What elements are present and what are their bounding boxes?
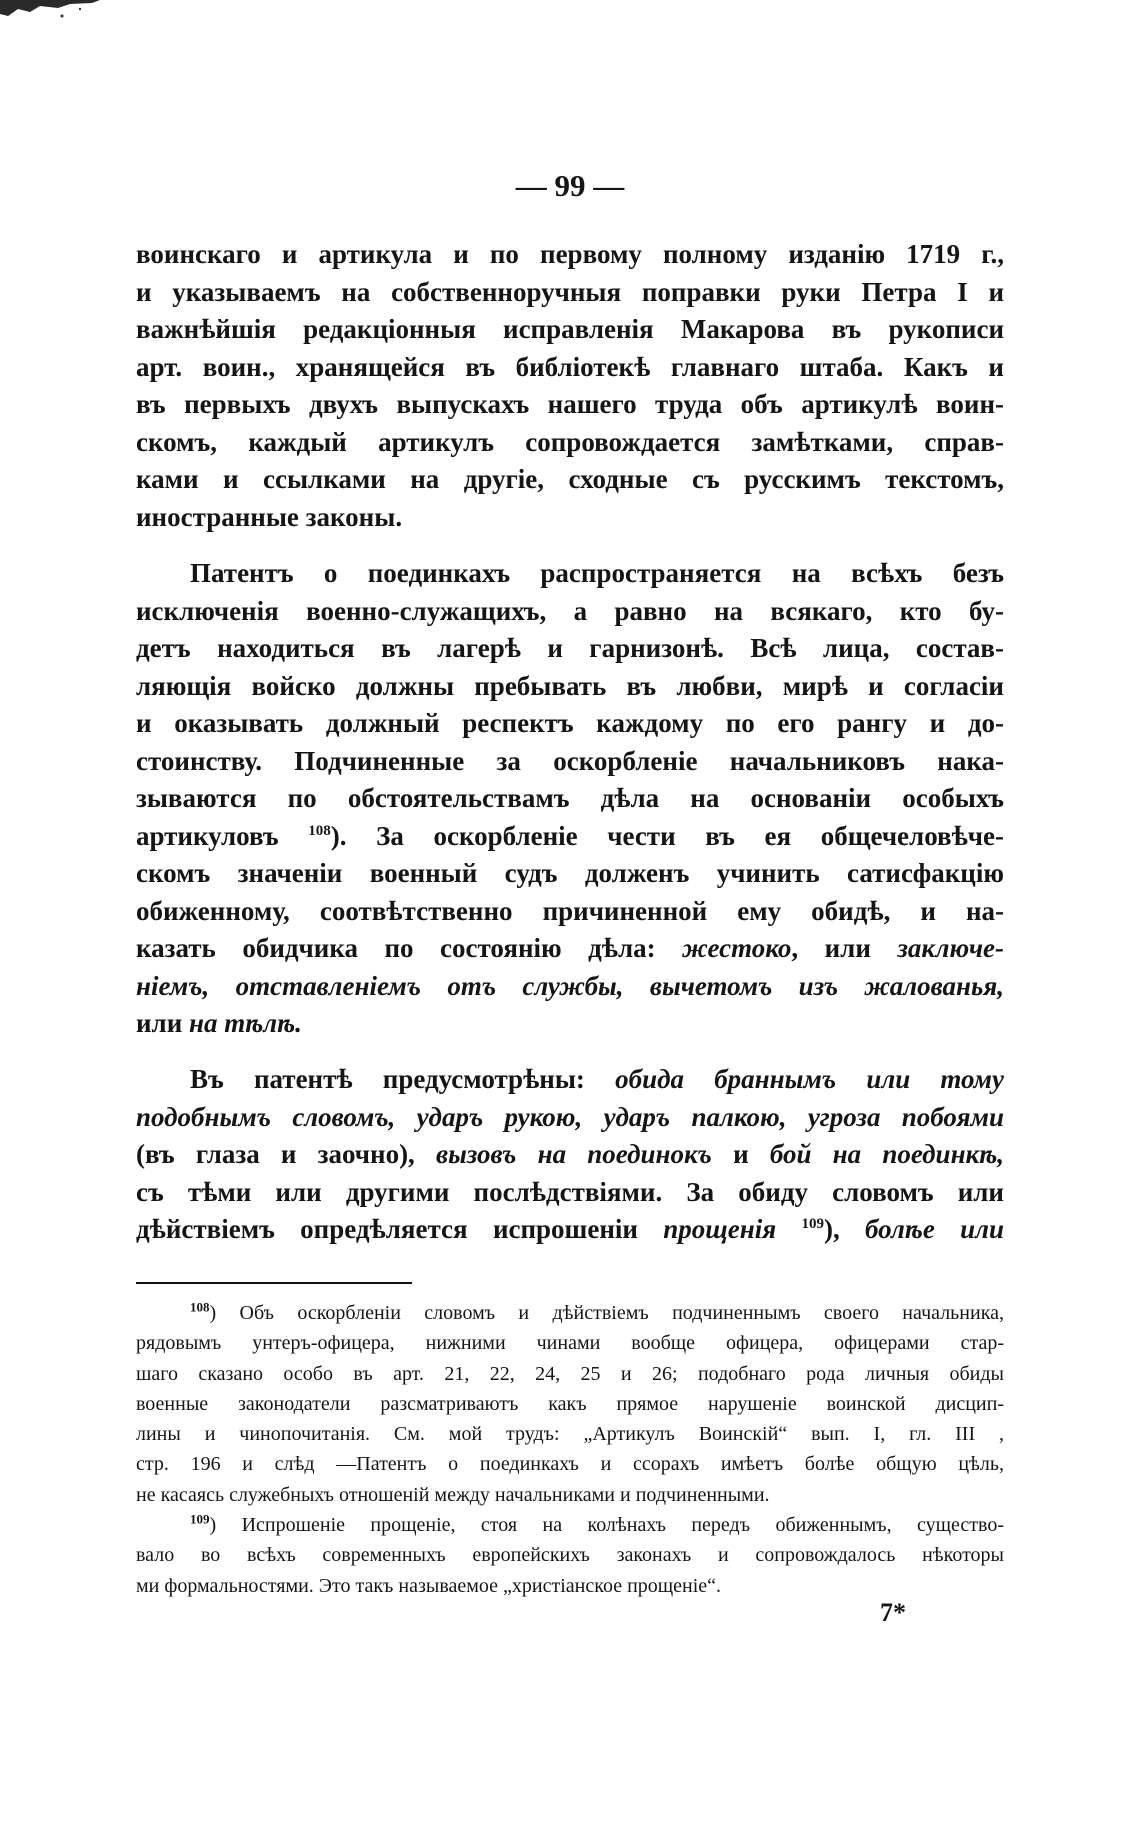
- text-line: [136, 818, 1004, 856]
- text-fragment: артикуловъ: [136, 820, 279, 851]
- text-line: [136, 1005, 1004, 1043]
- text-fragment: (въ глаза и заочно),: [136, 1139, 415, 1169]
- signature-mark: 7*: [880, 1598, 906, 1627]
- text-line: детъ находиться въ лагерѣ и гарнизонѣ. Всѣ лица, состав-: [136, 633, 1004, 663]
- italic-fragment: заключе-: [897, 933, 1004, 963]
- text-line: скомъ значеніи военный судъ долженъ учинить сатисфакцію: [136, 858, 1004, 888]
- text-fragment: ),: [823, 1214, 840, 1244]
- text-line: скомъ, каждый артикулъ сопровождается замѣтками, справ-: [136, 426, 1004, 457]
- footnote-109-line: [136, 1510, 1004, 1540]
- text-line: зываются по обстоятельствамъ дѣла на основаніи особыхъ: [136, 783, 1004, 813]
- footnote-number: 109: [190, 1511, 210, 1527]
- footnote-108-line: шаго сказано особо въ арт. 21, 22, 24, 25 и 26; подобнаго рода личныя обиды: [136, 1362, 1004, 1385]
- text-line: важнѣйшія редакціонныя исправленія Макарова въ рукописи: [136, 314, 1004, 344]
- footnote-number: 108: [190, 1299, 210, 1315]
- italic-fragment: болѣе или: [865, 1214, 1005, 1244]
- footnote-108-line: военные законодатели разсматриваютъ какъ прямое нарушеніе воинской дисцип-: [136, 1392, 1004, 1415]
- text-line: [136, 930, 1004, 968]
- scan-edge-mark: [0, 0, 110, 22]
- text-line: [136, 1061, 1004, 1099]
- text-line: [136, 1136, 1004, 1174]
- text-line: воинскаго и артикула и по первому полному изданію 1719 г.,: [136, 239, 1004, 269]
- italic-fragment: подобнымъ словомъ, ударъ рукою, ударъ палкою, угроза побоями: [136, 1101, 1004, 1132]
- text-line: и указываемъ на собственноручныя поправки руки Петра I и: [136, 276, 1004, 307]
- footnote-109-line: ми формальностями. Это такъ называемое „христіанское прощеніе“.: [136, 1574, 722, 1597]
- text-line: Патентъ о поединкахъ распространяется на всѣхъ безъ: [190, 558, 1004, 588]
- italic-fragment: вычетомъ изъ жалованья,: [649, 970, 1004, 1001]
- text-line: и оказывать должный респектъ каждому по его рангу и до-: [136, 708, 1004, 738]
- text-line: ляющія войско должны пребывать въ любви, мирѣ и согласіи: [136, 670, 1004, 701]
- text-fragment: дѣйствіемъ опредѣляется испрошеніи: [136, 1214, 638, 1244]
- text-line: обиженному, соотвѣтственно причиненной ему обидѣ, и на-: [136, 895, 1004, 926]
- paragraph-1: [136, 236, 1004, 536]
- footnote-108-line: не касаясь служебныхъ отношеній между начальниками и подчиненными.: [136, 1483, 770, 1506]
- italic-fragment: прощенія: [663, 1214, 777, 1244]
- paragraph-3: [136, 1061, 1004, 1249]
- footnotes: [136, 1298, 1004, 1601]
- text-line: съ тѣми или другими послѣдствіями. За обиду словомъ или: [136, 1176, 1004, 1207]
- text-fragment: ). За оскорбленіе чести въ ея общечеловѣче-: [330, 820, 1005, 851]
- italic-fragment: бой на поединкѣ,: [769, 1139, 1005, 1169]
- footnote-108-line: рядовымъ унтеръ-офицера, нижними чинами вообще офицера, офицерами стар-: [136, 1332, 1004, 1355]
- text-line: [136, 968, 1004, 1006]
- text-fragment: казать обидчика по состоянію дѣла:: [136, 933, 656, 963]
- footnote-divider: [136, 1282, 412, 1284]
- text-line: [136, 1211, 1004, 1249]
- text-fragment: , или: [791, 933, 871, 963]
- text-fragment: ) Объ оскорбленіи словомъ и дѣйствіемъ подчиненнымъ своего начальника,: [209, 1302, 1004, 1324]
- italic-fragment: жестоко: [682, 933, 792, 963]
- footnote-ref-109: 109: [801, 1216, 824, 1232]
- footnote-108-line: лины и чинопочитанія. См. мой трудъ: „Артикулъ Воинскій“ вып. I, гл. III ,: [136, 1423, 1004, 1446]
- text-line: [136, 1099, 1004, 1137]
- text-fragment: и: [733, 1139, 749, 1169]
- footnote-108-line: стр. 196 и слѣд —Патентъ о поединкахъ и ссорахъ имѣетъ болѣе общую цѣль,: [136, 1453, 1004, 1476]
- italic-fragment: обида браннымъ или тому: [615, 1064, 1005, 1094]
- text-fragment: или: [136, 1008, 183, 1038]
- paragraph-2: [136, 555, 1004, 1043]
- footnote-109-line: вало во всѣхъ современныхъ европейскихъ законахъ и сопровождалось нѣкоторы: [136, 1544, 1004, 1567]
- text-line: арт. воин., хранящейся въ библіотекѣ главнаго штаба. Какъ и: [136, 351, 1004, 382]
- text-fragment: ) Испрошеніе прощеніе, стоя на колѣнахъ передъ обиженнымъ, существо-: [209, 1514, 1004, 1537]
- text-line: ками и ссылками на другіе, сходные съ русскимъ текстомъ,: [136, 464, 1004, 494]
- text-line: стоинству. Подчиненные за оскорбленіе начальниковъ нака-: [136, 745, 1004, 776]
- italic-fragment: ніемъ, отставленіемъ отъ службы,: [136, 970, 624, 1001]
- text-fragment: Въ патентѣ предусмотрѣны:: [190, 1064, 585, 1094]
- footnote-108-line: [136, 1298, 1004, 1328]
- text-line: исключенія военно-служащихъ, а равно на всякаго, кто бу-: [136, 595, 1004, 626]
- footnote-ref-108: 108: [308, 822, 331, 839]
- page-number: — 99 —: [515, 168, 625, 203]
- text-line: иностранные законы.: [136, 501, 403, 532]
- italic-fragment: на тѣлѣ.: [189, 1008, 302, 1038]
- italic-fragment: вызовъ на поединокъ: [436, 1139, 712, 1169]
- text-line: въ первыхъ двухъ выпускахъ нашего труда объ артикулѣ воин-: [136, 389, 1004, 419]
